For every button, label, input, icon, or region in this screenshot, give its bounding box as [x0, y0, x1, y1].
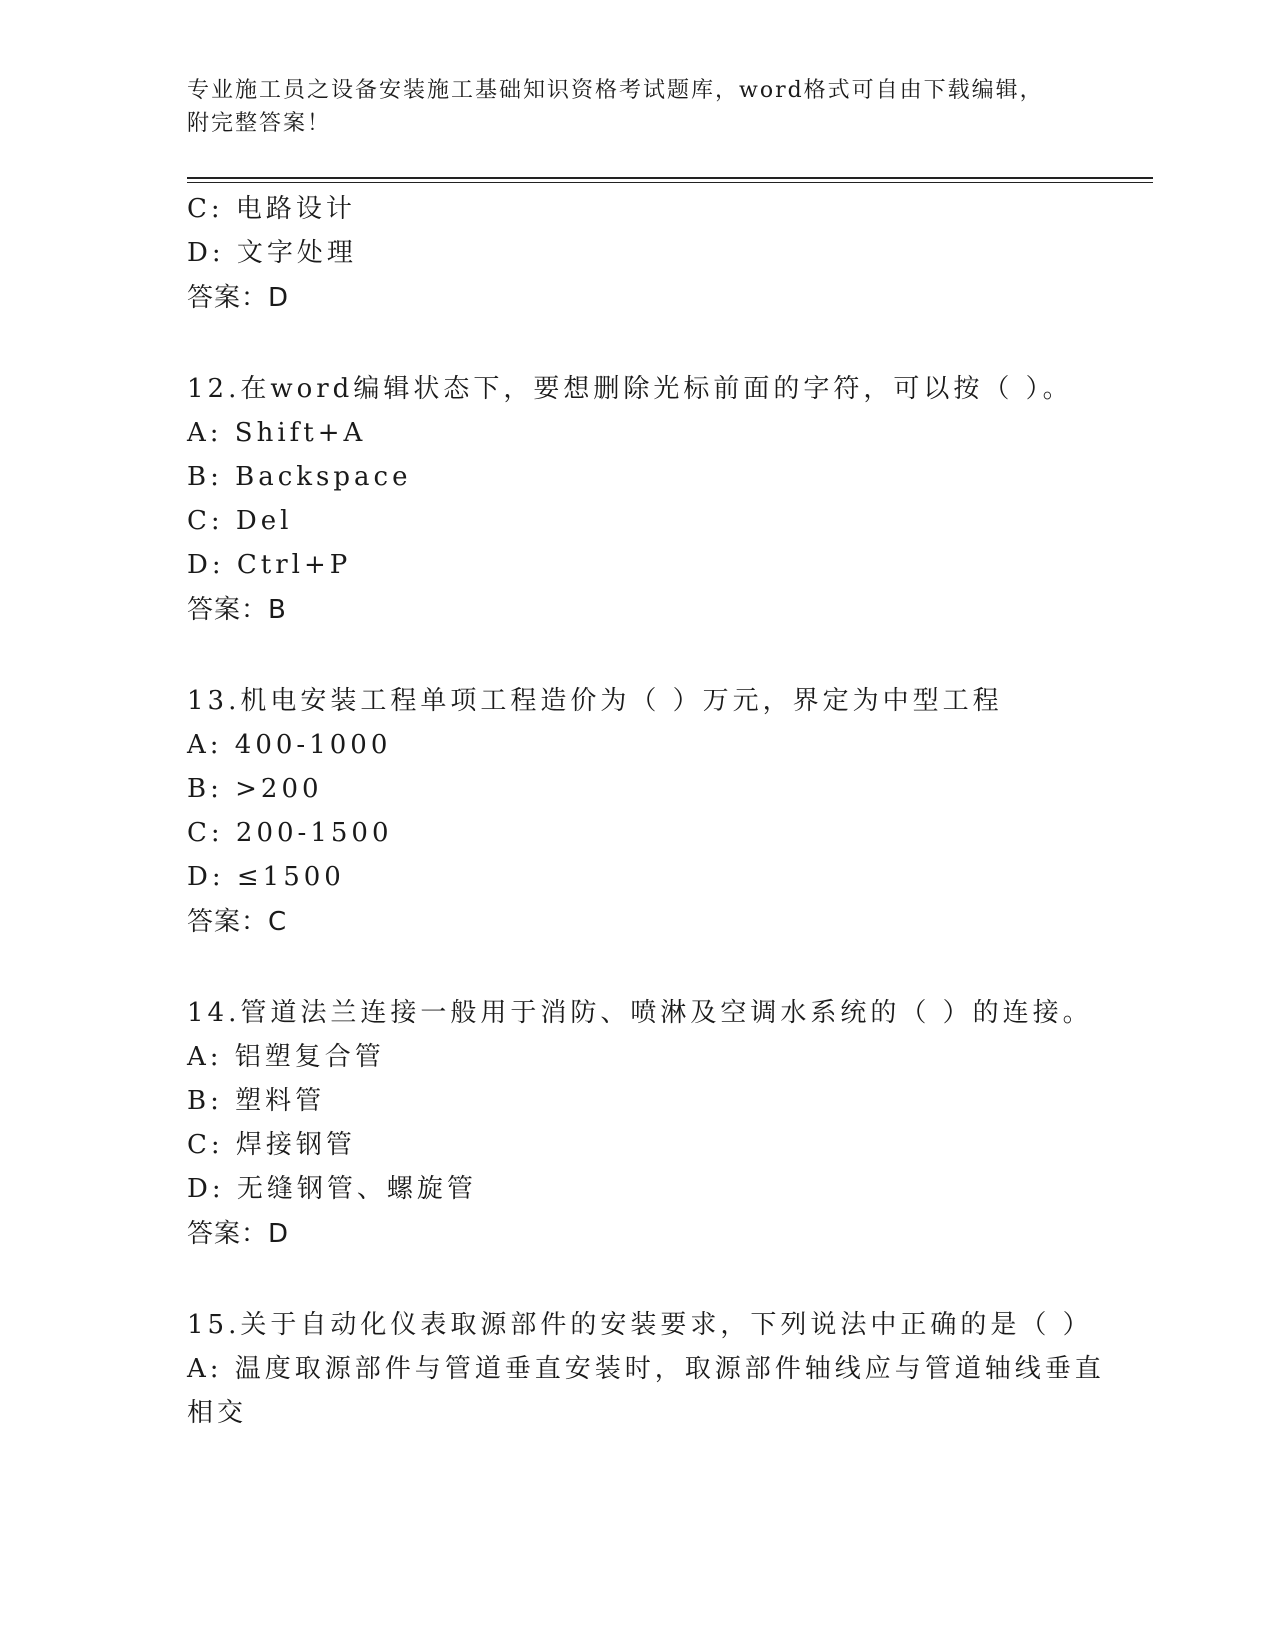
option-d: D: Ctrl+P: [187, 550, 352, 580]
question-stem: 15.关于自动化仪表取源部件的安装要求，下列说法中正确的是（ ）: [187, 1310, 1093, 1340]
option-a: A: 铝塑复合管: [187, 1042, 385, 1072]
option-c: C: 200-1500: [187, 818, 393, 848]
option-b: B: >200: [187, 774, 323, 804]
header-divider-thick: [187, 177, 1153, 179]
option-a: A: 400-1000: [187, 730, 392, 760]
header-line-2: 附完整答案！: [187, 111, 332, 136]
option-a-continuation: 相交: [187, 1398, 248, 1428]
header-divider-thin: [187, 182, 1153, 183]
document-header: [187, 74, 1087, 140]
option-b: B: 塑料管: [187, 1086, 326, 1116]
option-c: C: 焊接钢管: [187, 1130, 356, 1160]
question-stem: 14.管道法兰连接一般用于消防、喷淋及空调水系统的（ ）的连接。: [187, 998, 1093, 1028]
question-stem: 13.机电安装工程单项工程造价为（ ）万元，界定为中型工程: [187, 686, 1003, 716]
option-a: A: 温度取源部件与管道垂直安装时，取源部件轴线应与管道轴线垂直: [187, 1354, 1105, 1384]
option-c: C: Del: [187, 506, 293, 536]
answer: 答案：D: [187, 283, 290, 313]
option-d: D: 文字处理: [187, 238, 357, 268]
option-a: A: Shift+A: [187, 418, 367, 448]
option-d: D: 无缝钢管、螺旋管: [187, 1174, 477, 1204]
option-c: C: 电路设计: [187, 194, 356, 224]
answer: 答案：C: [187, 907, 288, 937]
answer: 答案：B: [187, 595, 287, 625]
answer: 答案：D: [187, 1219, 290, 1249]
option-d: D: ≤1500: [187, 862, 345, 892]
question-stem: 12.在word编辑状态下，要想删除光标前面的字符，可以按（ ）。: [187, 374, 1073, 404]
option-b: B: Backspace: [187, 462, 412, 492]
header-line-1: 专业施工员之设备安装施工基础知识资格考试题库，word格式可自由下载编辑，: [187, 78, 1044, 103]
